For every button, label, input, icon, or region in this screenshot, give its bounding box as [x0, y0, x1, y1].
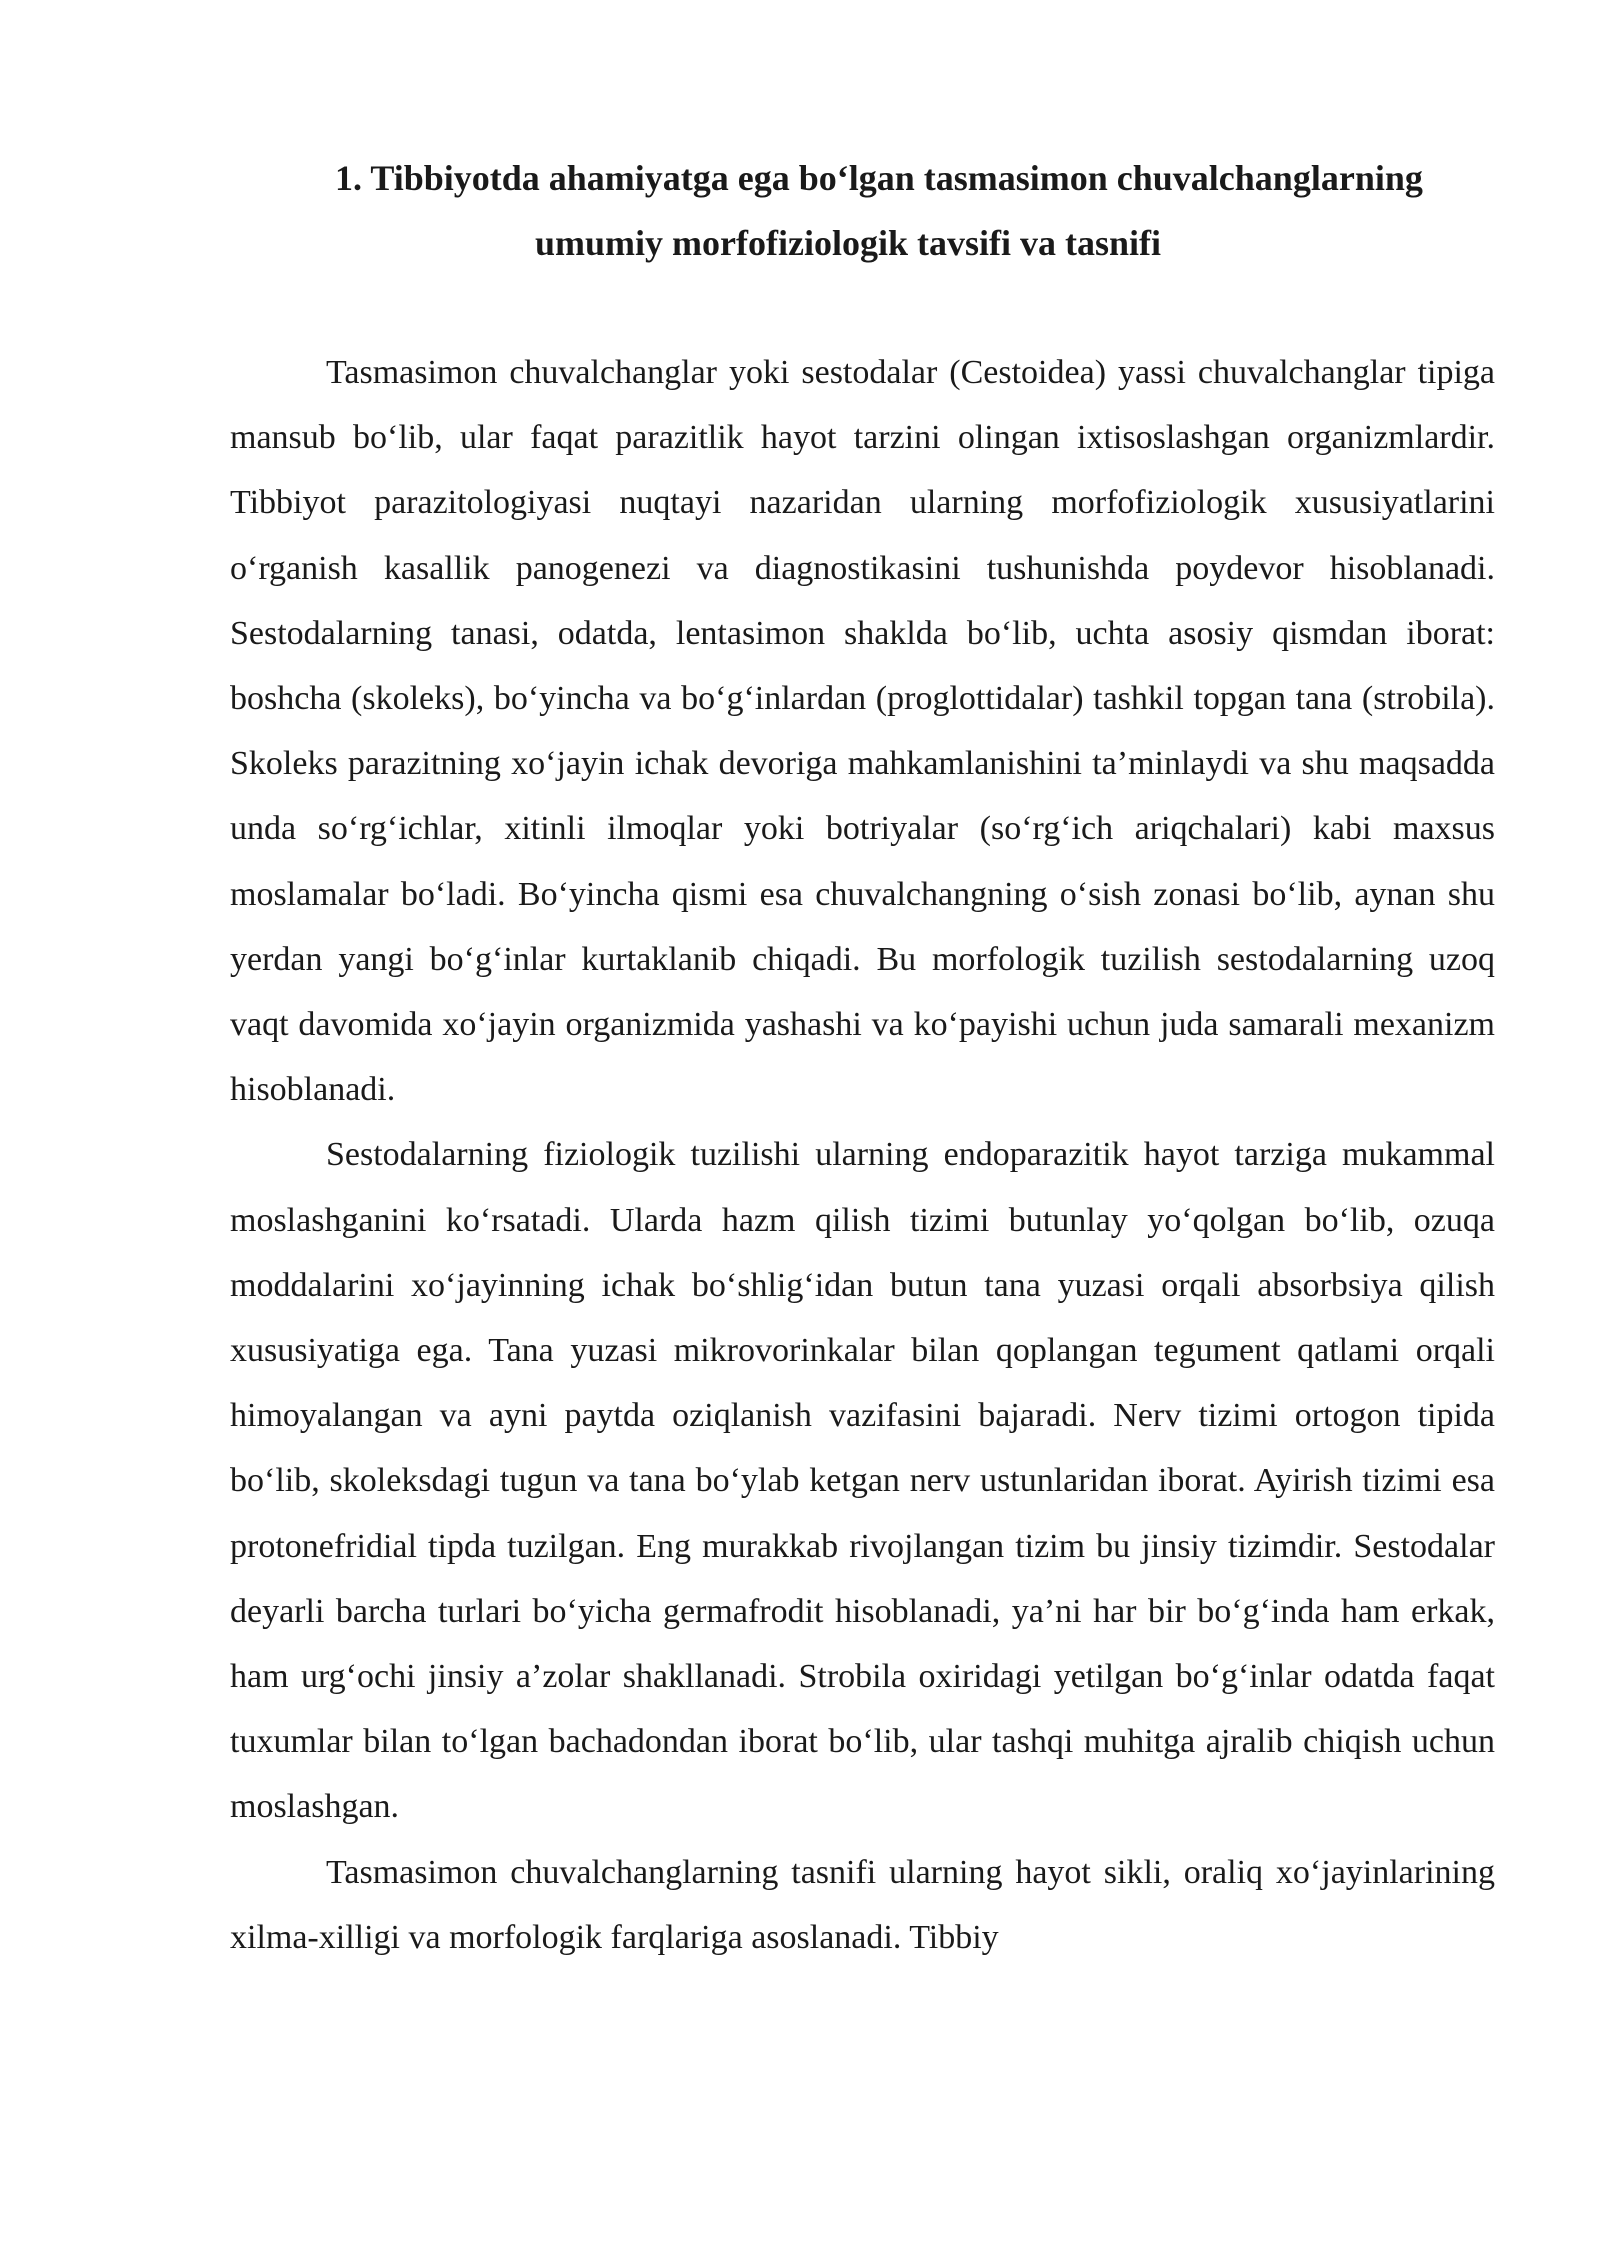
body-text — [230, 340, 1495, 1970]
paragraph-classification: Tasmasimon chuvalchanglarning tasnifi ularning hayot sikli, oraliq xo‘jayinlarining xilma-xilligi va morfologik farqlariga asoslanadi. Tibbiy — [230, 1853, 1495, 1956]
paragraph-morphology: Tasmasimon chuvalchanglar yoki sestodalar (Cestoidea) yassi chuvalchanglar tipiga mansub bo‘lib, ular faqat parazitlik hayot tarzini olingan ixtisoslashgan organizmlardir. Tibbiyot parazitologiyasi nuqtayi nazaridan ularning morfofiziologik xususiyatlarini o‘rganish kasallik panogenezi va diagnostikasini tushunishda poydevor hisoblanadi. Sestodalarning tanasi, odatda, lentasimon shaklda bo‘lib, uchta asosiy qismdan iborat: boshcha (skoleks), bo‘yincha va bo‘g‘inlardan (proglottidalar) tashkil topgan tana (strobila). Skoleks parazitning xo‘jayin ichak devoriga mahkamlanishini ta’minlaydi va shu maqsadda unda so‘rg‘ichlar, xitinli ilmoqlar yoki botriyalar (so‘rg‘ich ariqchalari) kabi maxsus moslamalar bo‘ladi. Bo‘yincha qismi esa chuvalchangning o‘sish zonasi bo‘lib, aynan shu yerdan yangi bo‘g‘inlar kurtaklanib chiqadi. Bu morfologik tuzilish sestodalarning uzoq vaqt davomida xo‘jayin organizmida yashashi va ko‘payishi uchun juda samarali mexanizm hisoblanadi. — [230, 354, 1495, 1109]
section-title-line-2: umumiy morfofiziologik tavsifi va tasnifi — [535, 223, 1161, 263]
section-title-line-1: 1. Tibbiyotda ahamiyatga ega bo‘lgan tasmasimon chuvalchanglarning — [335, 158, 1423, 198]
paragraph-physiology: Sestodalarning fiziologik tuzilishi ularning endoparazitik hayot tarziga mukammal moslashganini ko‘rsatadi. Ularda hazm qilish tizimi butunlay yo‘qolgan bo‘lib, ozuqa moddalarini xo‘jayinning ichak bo‘shlig‘idan butun tana yuzasi orqali absorbsiya qilish xususiyatiga ega. Tana yuzasi mikrovorinkalar bilan qoplangan tegument qatlami orqali himoyalangan va ayni paytda oziqlanish vazifasini bajaradi. Nerv tizimi ortogon tipida bo‘lib, skoleksdagi tugun va tana bo‘ylab ketgan nerv ustunlaridan iborat. Ayirish tizimi esa protonefridial tipda tuzilgan. Eng murakkab rivojlangan tizim bu jinsiy tizimdir. Sestodalar deyarli barcha turlari bo‘yicha germafrodit hisoblanadi, ya’ni har bir bo‘g‘inda ham erkak, ham urg‘ochi jinsiy a’zolar shakllanadi. Strobila oxiridagi yetilgan bo‘g‘inlar odatda faqat tuxumlar bilan to‘lgan bachadondan iborat bo‘lib, ular tashqi muhitga ajralib chiqish uchun moslashgan. — [230, 1136, 1495, 1826]
section-title — [300, 146, 1500, 276]
